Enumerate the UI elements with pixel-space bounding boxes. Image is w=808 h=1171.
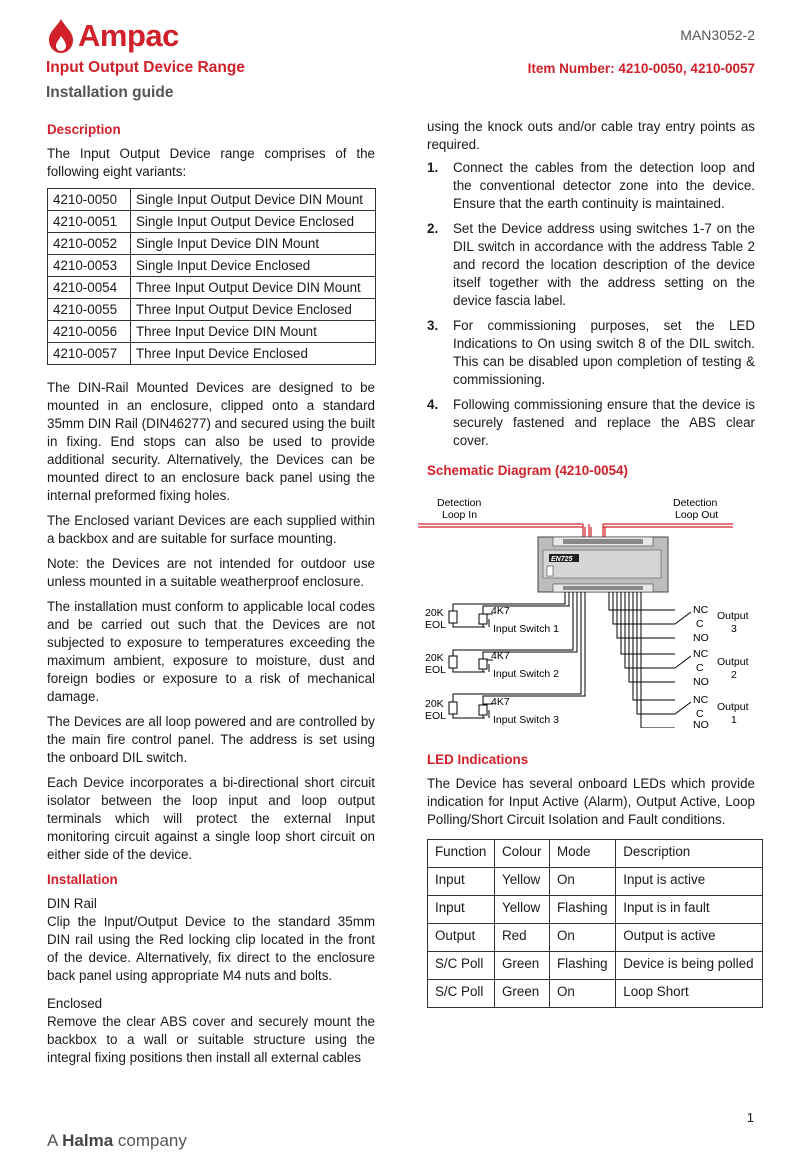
- step-number: 4.: [427, 397, 439, 412]
- variant-code: 4210-0056: [48, 321, 131, 343]
- input-wiring: [449, 592, 585, 718]
- ampac-logo: [46, 14, 186, 58]
- description-paragraphs: [47, 379, 375, 864]
- schematic-diagram: [413, 492, 758, 728]
- installation-step: [427, 396, 755, 450]
- led-heading: LED Indications: [427, 752, 529, 767]
- eol-resistor-1-value: 20K: [425, 607, 444, 619]
- eol-resistor-2-value: 20K: [425, 652, 444, 664]
- output-1-no: NO: [693, 719, 709, 728]
- step-number: 1.: [427, 160, 439, 175]
- eol-resistor-2-label: EOL: [425, 664, 447, 676]
- led-cell: Yellow: [495, 896, 550, 924]
- led-cell: Loop Short: [616, 980, 763, 1008]
- step-text: Connect the cables from the detection loop and the conventional detector zone into the device. Ensure that the earth continuity is maintained.: [453, 160, 755, 211]
- schematic-heading: Schematic Diagram (4210-0054): [427, 463, 628, 478]
- led-cell: Input is in fault: [616, 896, 763, 924]
- led-column-header: Function: [428, 840, 495, 868]
- led-cell: Yellow: [495, 868, 550, 896]
- page-number: 1: [746, 1110, 754, 1125]
- page-title: Input Output Device Range: [46, 59, 245, 76]
- led-column-header: Colour: [495, 840, 550, 868]
- output-2-no: NO: [693, 676, 709, 688]
- variant-name: Single Input Device DIN Mount: [131, 233, 376, 255]
- flame-icon: [46, 18, 76, 54]
- device-module: [538, 537, 668, 592]
- description-paragraph: The installation must conform to applicable local codes and be carried out such that the Devices are not subjected to exposure to temperatures exceeding the maximum ambient, exposure to moisture, dust and foreign bodies or exposure to a risk of mechanical damage.: [47, 599, 375, 704]
- output-2-c: C: [696, 662, 704, 674]
- description-paragraph: Note: the Devices are not intended for outdoor use unless mounted in a suitable weatherproof enclosure.: [47, 556, 375, 589]
- series-resistor-3: 4K7: [491, 696, 510, 708]
- variant-name: Single Input Output Device DIN Mount: [131, 189, 376, 211]
- variant-code: 4210-0054: [48, 277, 131, 299]
- left-column: [47, 121, 375, 1074]
- output-1-nc: NC: [693, 694, 709, 706]
- output-3-no: NO: [693, 632, 709, 644]
- variant-name: Three Input Output Device Enclosed: [131, 299, 376, 321]
- description-heading: Description: [47, 122, 121, 137]
- series-resistor-1: 4K7: [491, 605, 510, 617]
- right-column: [427, 118, 755, 1008]
- item-number: Item Number: 4210-0050, 4210-0057: [527, 61, 755, 76]
- led-cell: On: [550, 924, 616, 952]
- step-text: Following commissioning ensure that the device is securely fastened and replace the ABS clear cover.: [453, 397, 755, 448]
- led-cell: Input: [428, 868, 495, 896]
- led-cell: Flashing: [550, 952, 616, 980]
- led-row: [428, 952, 763, 980]
- led-cell: On: [550, 980, 616, 1008]
- led-cell: Green: [495, 952, 550, 980]
- loop-out-label-line1: Detection: [673, 497, 718, 509]
- output-3-label: Output: [717, 610, 749, 622]
- description-paragraph: Each Device incorporates a bi-directional short circuit isolator between the loop input and loop output terminals which will protect the external Input monitoring circuit against a single loop short circuit on either side of the device.: [47, 775, 375, 862]
- din-rail-label: DIN Rail: [47, 896, 97, 911]
- variant-code: 4210-0053: [48, 255, 131, 277]
- led-row: [428, 924, 763, 952]
- variant-code: 4210-0057: [48, 343, 131, 365]
- halma-suffix: company: [117, 1131, 187, 1150]
- led-cell: S/C Poll: [428, 980, 495, 1008]
- variant-code: 4210-0055: [48, 299, 131, 321]
- variants-table: [47, 188, 376, 365]
- enclosed-label: Enclosed: [47, 996, 103, 1011]
- loop-wires: [418, 524, 733, 537]
- variant-code: 4210-0052: [48, 233, 131, 255]
- output-1-number: 1: [731, 714, 737, 726]
- led-row: [428, 980, 763, 1008]
- eol-resistor-3-value: 20K: [425, 698, 444, 710]
- variant-row: [48, 189, 376, 211]
- step-text: For commissioning purposes, set the LED Indications to On using switch 8 of the DIL switch. This can be disabled upon completion of testing & commissioning.: [453, 318, 755, 387]
- document-number: MAN3052-2: [680, 27, 755, 43]
- loop-in-label-line2: Loop In: [442, 509, 478, 521]
- led-column-header: Description: [616, 840, 763, 868]
- variant-row: [48, 343, 376, 365]
- led-intro: The Device has several onboard LEDs which provide indication for Input Active (Alarm), Output Active, Loop Polling/Short Circuit Isolation and Fault conditions.: [427, 776, 755, 827]
- output-3-c: C: [696, 618, 704, 630]
- description-intro: The Input Output Device range comprises of the following eight variants:: [47, 146, 375, 179]
- variant-code: 4210-0051: [48, 211, 131, 233]
- halma-prefix: A: [47, 1131, 58, 1150]
- variant-row: [48, 255, 376, 277]
- led-cell: Flashing: [550, 896, 616, 924]
- led-cell: On: [550, 868, 616, 896]
- description-paragraph: The Enclosed variant Devices are each supplied within a backbox and are suitable for surface mounting.: [47, 513, 375, 546]
- installation-heading: Installation: [47, 872, 118, 887]
- installation-continued: using the knock outs and/or cable tray entry points as required.: [427, 119, 755, 152]
- enclosed-text: Remove the clear ABS cover and securely mount the backbox to a wall or suitable structure using the integral fixing positions then install all external cables: [47, 1014, 375, 1065]
- variant-name: Three Input Device Enclosed: [131, 343, 376, 365]
- output-1-c: C: [696, 708, 704, 720]
- output-3-nc: NC: [693, 604, 709, 616]
- output-2-nc: NC: [693, 648, 709, 660]
- step-text: Set the Device address using switches 1-7 on the DIL switch in accordance with the address Table 2 and record the location description of the device itself together with the address setting on the device fascia label.: [453, 221, 755, 308]
- output-wiring: [609, 592, 691, 728]
- eol-resistor-1-label: EOL: [425, 619, 447, 631]
- page-subtitle: Installation guide: [46, 84, 174, 101]
- led-cell: Green: [495, 980, 550, 1008]
- series-resistor-2: 4K7: [491, 650, 510, 662]
- installation-step: [427, 159, 755, 213]
- loop-out-label-line2: Loop Out: [675, 509, 719, 521]
- variant-name: Single Input Device Enclosed: [131, 255, 376, 277]
- halma-tagline: [47, 1131, 187, 1151]
- led-cell: Input: [428, 896, 495, 924]
- input-switch-2-label: Input Switch 2: [493, 668, 559, 680]
- step-number: 3.: [427, 318, 439, 333]
- loop-in-label-line1: Detection: [437, 497, 482, 509]
- variant-name: Single Input Output Device Enclosed: [131, 211, 376, 233]
- installation-steps: [427, 159, 755, 450]
- variant-name: Three Input Output Device DIN Mount: [131, 277, 376, 299]
- led-cell: Device is being polled: [616, 952, 763, 980]
- installation-step: [427, 220, 755, 310]
- variant-row: [48, 299, 376, 321]
- description-paragraph: The Devices are all loop powered and are controlled by the main fire control panel. The address is set using the onboard DIL switch.: [47, 714, 375, 765]
- variant-row: [48, 321, 376, 343]
- output-2-label: Output: [717, 656, 749, 668]
- din-rail-text: Clip the Input/Output Device to the standard 35mm DIN rail using the Red locking clip located in the front of the device. Alternatively, fix direct to the enclosure back panel using appropriate M4 nuts and bolts.: [47, 914, 375, 983]
- input-switch-1-label: Input Switch 1: [493, 623, 559, 635]
- brand-name: Ampac: [78, 18, 179, 53]
- installation-step: [427, 317, 755, 389]
- description-paragraph: The DIN-Rail Mounted Devices are designed to be mounted in an enclosure, clipped onto a standard 35mm DIN Rail (DIN46277) and secured using the built in fixing. End stops can also be used to provide additional security. Alternatively, the Devices can be mounted direct to an enclosure back panel using the internal preformed fixing holes.: [47, 380, 375, 503]
- led-cell: Input is active: [616, 868, 763, 896]
- variant-row: [48, 233, 376, 255]
- variant-row: [48, 211, 376, 233]
- input-switch-3-label: Input Switch 3: [493, 714, 559, 726]
- variant-code: 4210-0050: [48, 189, 131, 211]
- output-1-label: Output: [717, 701, 749, 713]
- halma-brand: Halma: [62, 1131, 114, 1150]
- variant-row: [48, 277, 376, 299]
- device-label: EN725: [551, 556, 573, 563]
- led-row: [428, 896, 763, 924]
- led-cell: Output: [428, 924, 495, 952]
- output-2-number: 2: [731, 669, 737, 681]
- led-cell: Red: [495, 924, 550, 952]
- eol-resistor-3-label: EOL: [425, 710, 447, 722]
- led-cell: Output is active: [616, 924, 763, 952]
- step-number: 2.: [427, 221, 439, 236]
- output-3-number: 3: [731, 623, 737, 635]
- led-cell: S/C Poll: [428, 952, 495, 980]
- led-table: [427, 839, 763, 1008]
- led-row: [428, 868, 763, 896]
- led-column-header: Mode: [550, 840, 616, 868]
- variant-name: Three Input Device DIN Mount: [131, 321, 376, 343]
